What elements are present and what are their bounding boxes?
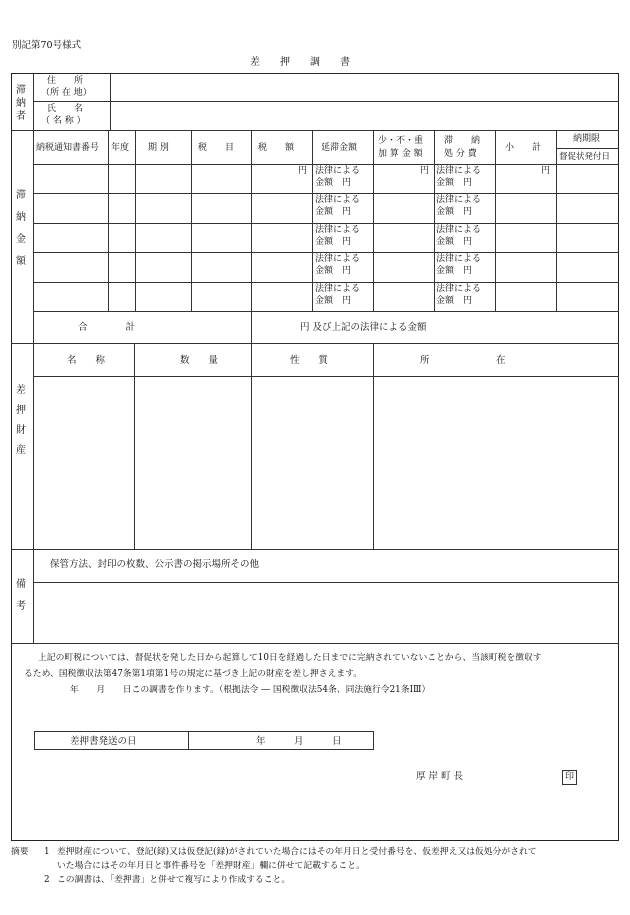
by-law-label: 法律による: [315, 254, 361, 264]
remarks-text: 保管方法、封印の枚数、公示書の掲示場所その他: [50, 559, 260, 570]
col-header-late-fee: 延滞金額: [321, 143, 358, 153]
col-header-notice-no: 納税通知書番号: [36, 143, 100, 153]
by-law-label: 金額 円: [315, 207, 352, 217]
divider: [134, 343, 135, 549]
by-law-label: 法律による: [436, 284, 482, 294]
address-label: 住 所: [47, 76, 84, 86]
note-2-line: この調書は、「差押書」と併せて複写により作成すること。: [57, 875, 291, 885]
note-1-line-2: いた場合にはその年月日と事件番号を「差押財産」欄に併せて記載すること。: [57, 861, 365, 871]
divider: [188, 731, 189, 750]
divider: [33, 376, 619, 377]
mayor-label: 厚 岸 町 長: [416, 771, 464, 782]
page-title: 差 押 調 書: [250, 57, 350, 68]
note-1-line-1: 差押財産について、登記(録)又は仮登記(録)がされていた場合にはその年月日と受付番号を、仮差押え又は仮処分がされて: [57, 847, 537, 857]
by-law-label: 法律による: [436, 195, 482, 205]
by-law-label: 金額 円: [436, 237, 473, 247]
by-law-label: 金額 円: [436, 207, 473, 217]
divider: [556, 130, 557, 311]
by-law-label: 法律による: [315, 195, 361, 205]
divider: [33, 282, 619, 283]
col-header-nature: 性 質: [290, 355, 329, 366]
note-1-number: 1: [44, 847, 50, 857]
col-header-disposal-sub: 処 分 費: [444, 149, 477, 159]
divider: [495, 130, 496, 311]
divider: [33, 343, 34, 643]
name-sub-label: （ 名 称 ）: [41, 116, 86, 126]
statement-line-1: 上記の町税については、督促状を発した日から起算して10日を経過した日までに完納されていないことから、当該町税を徴収す: [38, 653, 542, 663]
amount-section-label: 滞納金額: [16, 190, 26, 267]
col-header-quantity: 数 量: [180, 355, 219, 366]
divider: [33, 311, 619, 312]
divider: [33, 223, 619, 224]
by-law-label: 金額 円: [436, 178, 473, 188]
by-law-label: 法律による: [436, 225, 482, 235]
yen-label: 円: [298, 166, 308, 176]
yen-label: 円: [420, 166, 430, 176]
yen-label: 円: [541, 166, 551, 176]
divider: [33, 582, 619, 583]
col-header-subtotal: 小 計: [505, 143, 542, 153]
by-law-label: 金額 円: [436, 296, 473, 306]
divider: [33, 193, 619, 194]
col-header-penalty: 少・不・重: [378, 136, 424, 146]
send-date-label: 差押書発送の日: [70, 736, 137, 747]
divider: [373, 130, 374, 311]
send-date-value[interactable]: 年 月 日: [256, 736, 342, 747]
col-header-tax-item: 税 目: [198, 143, 235, 153]
divider: [373, 343, 374, 549]
by-law-label: 金額 円: [315, 296, 352, 306]
divider: [135, 130, 136, 311]
delinquent-section-label: 滞納者: [16, 85, 26, 122]
divider: [11, 130, 619, 131]
statement-line-3: 年 月 日この調書を作ります。（根拠法令 ― 国税徴収法54条、同法施行令21条ⅠⅢ）: [70, 685, 431, 695]
remarks-section-label: 備考: [16, 579, 26, 612]
divider: [434, 130, 435, 311]
col-header-penalty-sub: 加 算 金 額: [378, 149, 423, 159]
name-label: 氏 名: [47, 104, 84, 114]
divider: [251, 343, 252, 549]
divider: [33, 73, 34, 343]
by-law-label: 法律による: [436, 166, 482, 176]
note-2-number: 2: [44, 875, 50, 885]
by-law-label: 法律による: [315, 166, 361, 176]
divider: [33, 164, 619, 165]
divider: [312, 130, 313, 311]
notes-label: 摘要: [11, 847, 29, 857]
divider: [11, 643, 619, 644]
by-law-label: 法律による: [436, 254, 482, 264]
form-number: 別記第70号様式: [12, 40, 82, 51]
col-header-tax-amount: 税 額: [258, 143, 295, 153]
divider: [108, 130, 109, 311]
divider: [11, 343, 619, 344]
divider: [556, 148, 619, 149]
statement-line-2: るため、国税徴収法第47条第1項第1号の規定に基づき上記の財産を差し押さえます。: [24, 669, 363, 679]
total-label: 合 計: [78, 322, 136, 333]
divider: [191, 130, 192, 311]
address-sub-label: （所 在 地）: [41, 88, 92, 98]
col-header-year: 年度: [111, 143, 130, 153]
col-header-reminder-date: 督促状発付日: [559, 152, 611, 162]
col-header-disposal: 滞 納: [444, 136, 481, 146]
col-header-name: 名 称: [67, 355, 106, 366]
by-law-label: 金額 円: [315, 237, 352, 247]
property-section-label: 差押財産: [16, 385, 26, 456]
name-field[interactable]: [111, 102, 617, 129]
divider: [33, 252, 619, 253]
col-header-due-date: 納期限: [573, 134, 601, 144]
col-header-period: 期 別: [148, 143, 169, 153]
by-law-label: 金額 円: [436, 266, 473, 276]
divider: [251, 130, 252, 343]
by-law-label: 法律による: [315, 284, 361, 294]
col-header-location: 所 在: [420, 355, 506, 366]
seal-stamp: 印: [562, 770, 577, 785]
address-field[interactable]: [111, 74, 617, 100]
divider: [11, 549, 619, 550]
by-law-label: 金額 円: [315, 178, 352, 188]
by-law-label: 法律による: [315, 225, 361, 235]
by-law-label: 金額 円: [315, 266, 352, 276]
total-text: 円 及び上記の法律による金額: [300, 322, 427, 333]
